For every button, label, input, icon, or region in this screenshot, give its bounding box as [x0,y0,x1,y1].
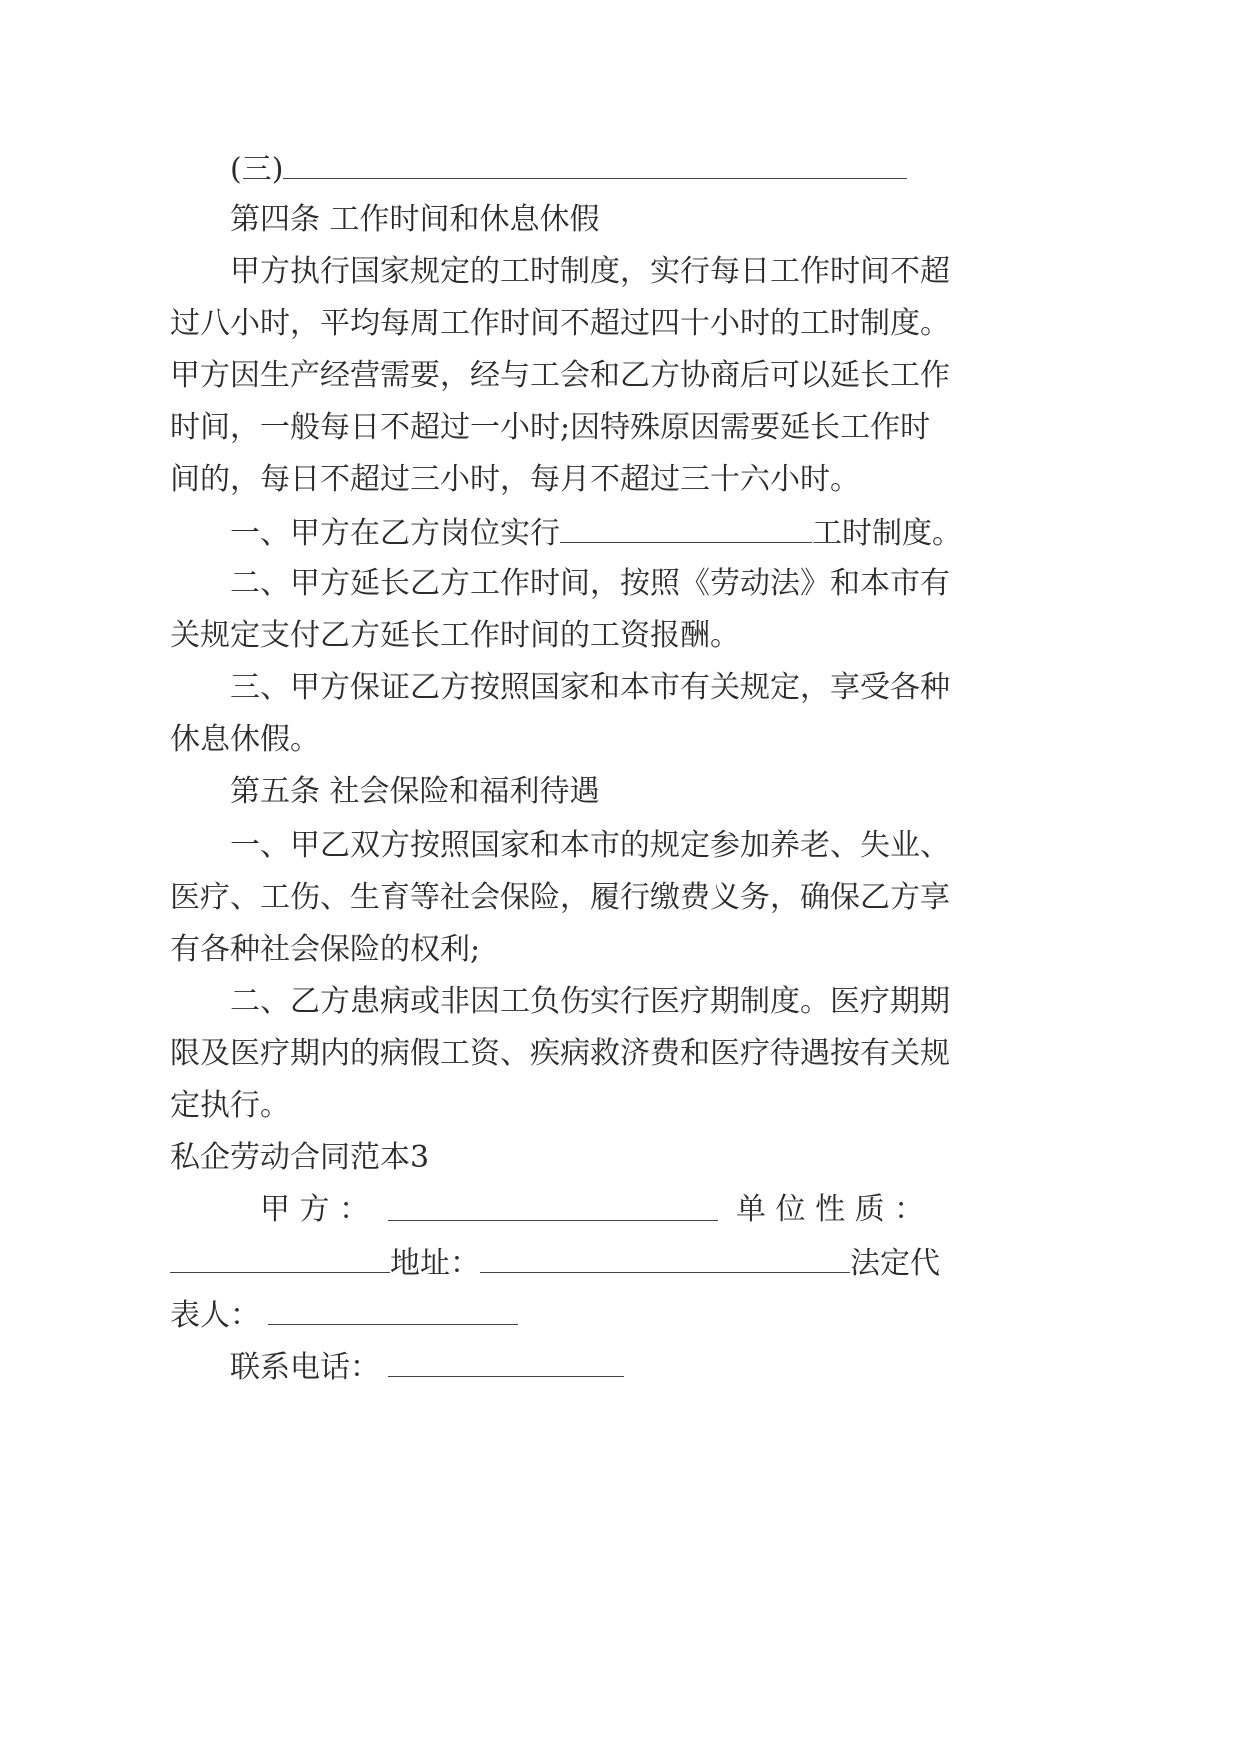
article-4-para-line-4: 时间，一般每日不超过一小时;因特殊原因需要延长工作时 [170,410,931,445]
clause-3-line-2: 休息休假。 [170,722,320,757]
article-4-para-line-5: 间的，每日不超过三小时，每月不超过三十六小时。 [170,462,860,497]
unit-nature-label: 单 位 性 质 ： [736,1192,925,1227]
insurance-clause-1-line-3: 有各种社会保险的权利; [170,932,481,967]
address-line [170,1242,940,1284]
phone-line [230,1346,624,1388]
unit-nature-blank[interactable] [170,1242,390,1273]
insurance-clause-1-line-2: 医疗、工伤、生育等社会保险，履行缴费义务，确保乙方享 [170,880,950,915]
clause-1-line [230,512,962,554]
work-hours-system-blank[interactable] [560,512,812,543]
legal-rep-blank[interactable] [268,1294,518,1325]
address-blank[interactable] [480,1242,850,1273]
clause-1-prefix: 一、甲方在乙方岗位实行 [230,516,560,551]
legal-rep-label-tail: 法定代 [850,1246,940,1281]
insurance-clause-1-line-1: 一、甲乙双方按照国家和本市的规定参加养老、失业、 [230,828,950,863]
article-4-para-line-3: 甲方因生产经营需要，经与工会和乙方协商后可以延长工作 [170,358,950,393]
item-3-blank[interactable] [283,148,907,179]
sample-title: 私企劳动合同范本3 [170,1140,430,1175]
phone-blank[interactable] [388,1346,624,1377]
phone-label: 联系电话： [230,1350,380,1385]
insurance-clause-2-line-2: 限及医疗期内的病假工资、疾病救济费和医疗待遇按有关规 [170,1036,950,1071]
legal-rep-line [170,1294,518,1336]
party-a-line [388,1190,718,1232]
insurance-clause-2-line-1: 二、乙方患病或非因工负伤实行医疗期制度。医疗期期 [230,984,950,1019]
legal-rep-label-head: 表人： [170,1298,260,1333]
party-a-blank[interactable] [388,1190,718,1221]
clause-2-line-2: 关规定支付乙方延长工作时间的工资报酬。 [170,618,740,653]
item-3-line [230,148,907,190]
clause-3-line-1: 三、甲方保证乙方按照国家和本市有关规定，享受各种 [230,670,950,705]
item-3-label: (三) [230,152,284,187]
clause-1-suffix: 工时制度。 [812,516,962,551]
party-a-label: 甲 方 ： [260,1192,370,1227]
article-4-title: 第四条 工作时间和休息休假 [230,202,600,237]
insurance-clause-2-line-3: 定执行。 [170,1088,290,1123]
article-4-para-line-1: 甲方执行国家规定的工时制度，实行每日工作时间不超 [230,254,950,289]
article-4-para-line-2: 过八小时，平均每周工作时间不超过四十小时的工时制度。 [170,306,950,341]
article-5-title: 第五条 社会保险和福利待遇 [230,774,600,809]
clause-2-line-1: 二、甲方延长乙方工作时间，按照《劳动法》和本市有 [230,566,950,601]
address-label: 地址： [390,1246,480,1281]
